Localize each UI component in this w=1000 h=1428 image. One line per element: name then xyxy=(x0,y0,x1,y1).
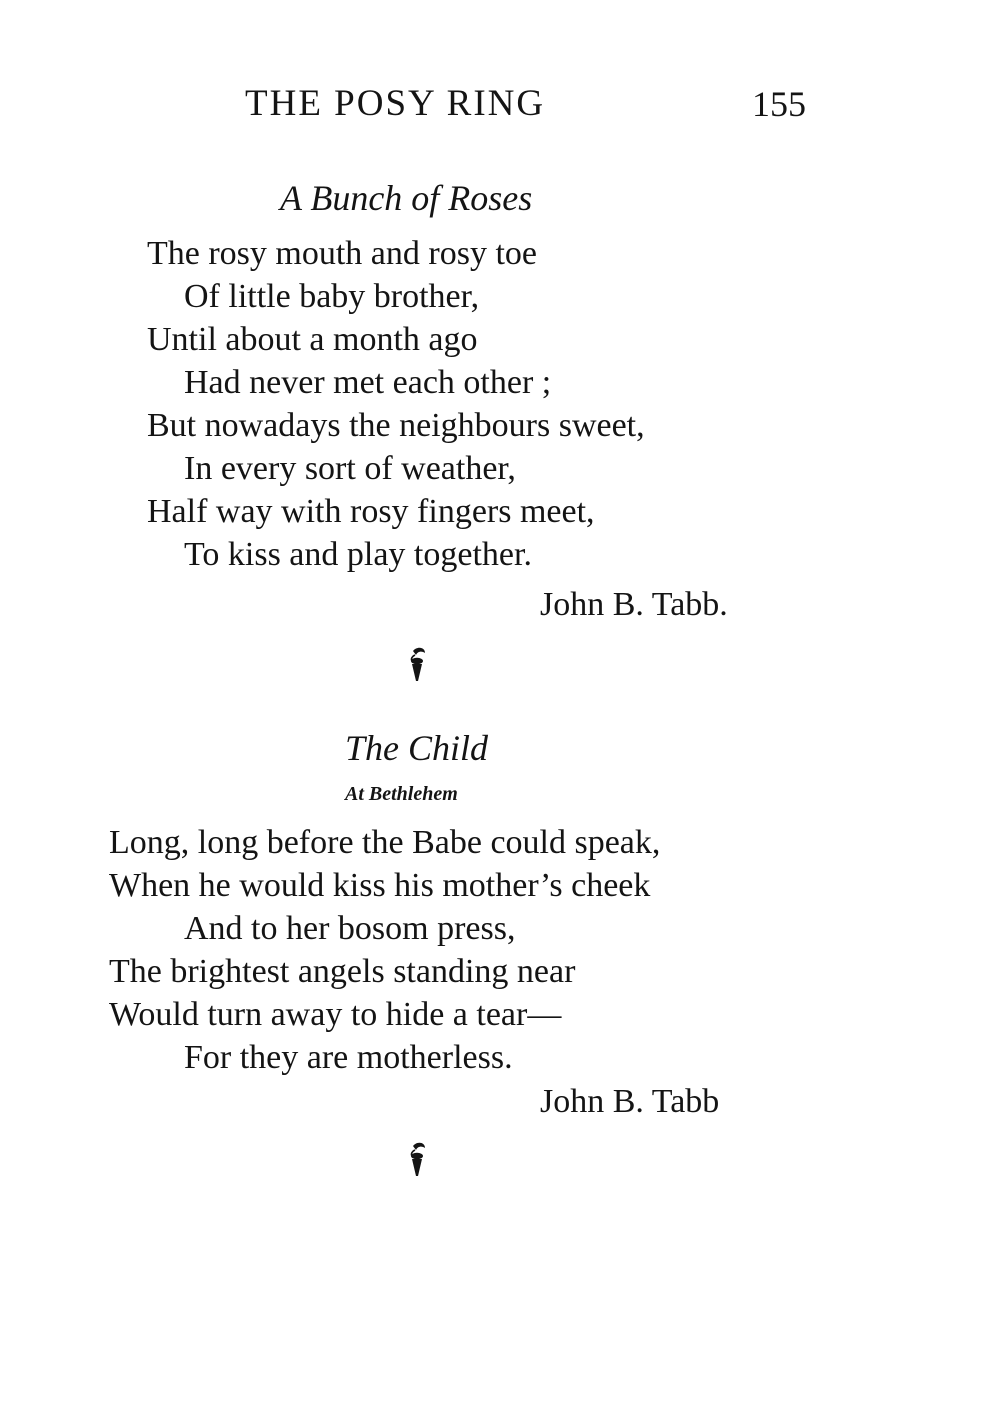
verse-line: Of little baby brother, xyxy=(184,278,480,315)
verse-line: The rosy mouth and rosy toe xyxy=(147,235,537,272)
fleuron-icon xyxy=(405,645,429,685)
verse-line: The brightest angels standing near xyxy=(109,953,576,990)
verse-line: Had never met each other ; xyxy=(184,364,552,401)
poem-author: John B. Tabb. xyxy=(540,586,728,623)
verse-line: Until about a month ago xyxy=(147,321,478,358)
fleuron-icon xyxy=(405,1140,429,1180)
poem-title: The Child xyxy=(345,728,489,768)
running-head: THE POSY RING xyxy=(245,83,546,124)
verse-line: And to her bosom press, xyxy=(184,910,516,947)
poem-stanza xyxy=(147,232,645,576)
verse-line: In every sort of weather, xyxy=(184,450,516,487)
verse-line: When he would kiss his mother’s cheek xyxy=(109,867,651,904)
poem-subtitle: At Bethlehem xyxy=(345,783,458,805)
verse-line: Long, long before the Babe could speak, xyxy=(109,824,661,861)
poem-title: A Bunch of Roses xyxy=(280,178,533,218)
verse-line: But nowadays the neighbours sweet, xyxy=(147,407,645,444)
poem-stanza xyxy=(109,821,660,1079)
verse-line: To kiss and play together. xyxy=(184,536,532,573)
verse-line: Would turn away to hide a tear— xyxy=(109,996,562,1033)
page-number: 155 xyxy=(752,84,806,124)
poem-author: John B. Tabb xyxy=(540,1083,720,1120)
verse-line: Half way with rosy fingers meet, xyxy=(147,493,595,530)
verse-line: For they are motherless. xyxy=(184,1039,513,1076)
